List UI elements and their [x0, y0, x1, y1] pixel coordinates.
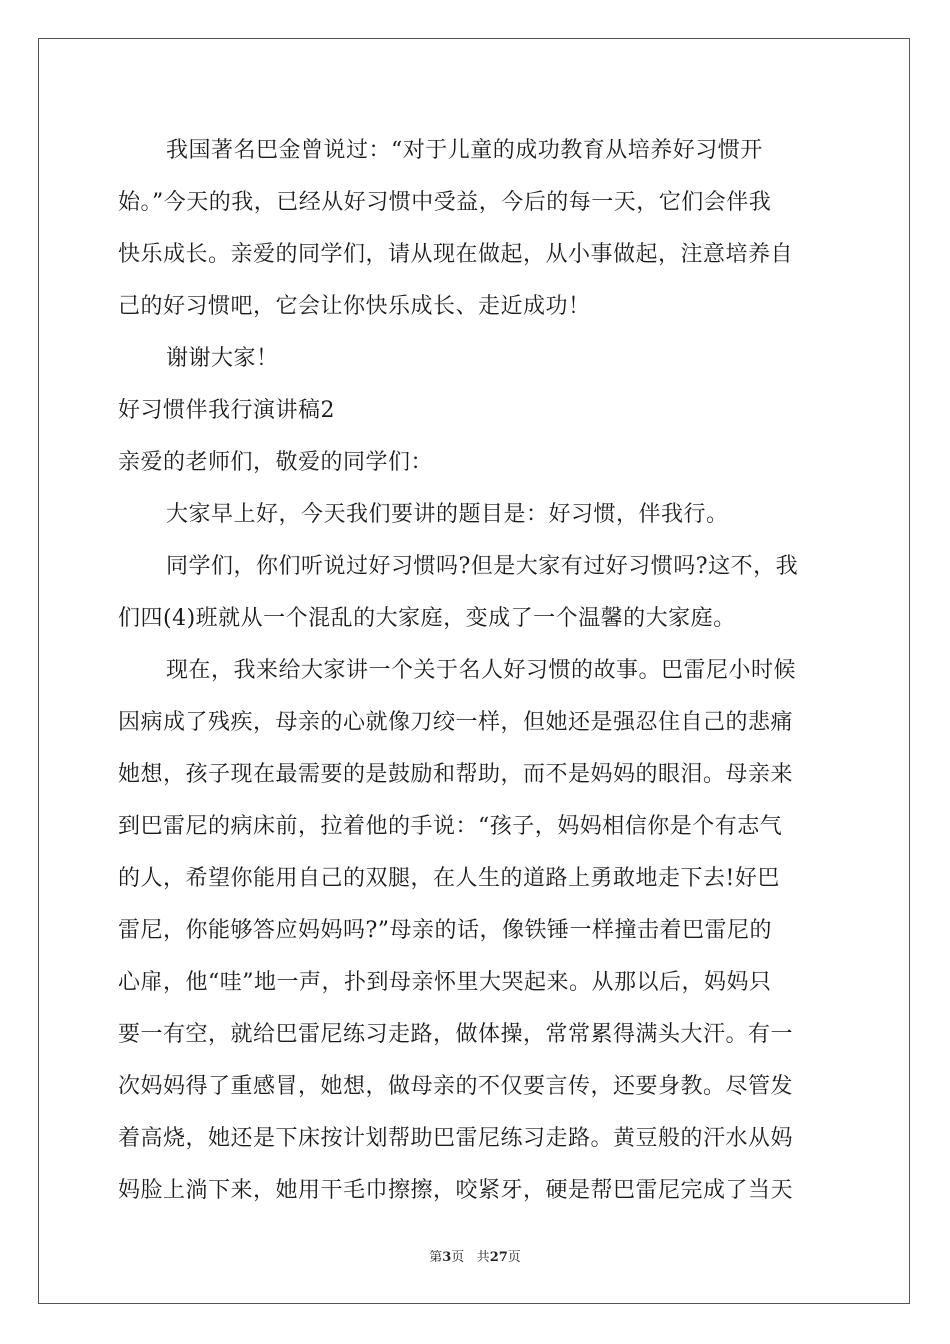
total-pages: 27 — [489, 1250, 508, 1265]
page-suffix: 页 — [451, 1250, 465, 1265]
text-line: 雷尼，你能够答应妈妈吗?”母亲的话，像铁锤一样撞击着巴雷尼的 — [118, 918, 773, 943]
text-line: 要一有空，就给巴雷尼练习走路，做体操，常常累得满头大汗。有一 — [118, 1022, 794, 1047]
text-line: 心扉，他“哇”地一声，扑到母亲怀里大哭起来。从那以后，妈妈只 — [118, 970, 772, 995]
text-line: 快乐成长。亲爱的同学们，请从现在做起，从小事做起，注意培养自 — [118, 242, 794, 267]
text-line: 她想，孩子现在最需要的是鼓励和帮助，而不是妈妈的眼泪。母亲来 — [118, 762, 794, 787]
page-footer — [0, 1250, 950, 1266]
text-line: 妈脸上淌下来，她用干毛巾擦擦，咬紧牙，硬是帮巴雷尼完成了当天 — [118, 1178, 794, 1203]
page-prefix: 第 — [429, 1250, 443, 1265]
page-number: 3 — [442, 1250, 452, 1265]
document-body — [118, 125, 834, 1217]
salutation: 亲爱的老师们，敬爱的同学们： — [118, 450, 434, 475]
text-line: 到巴雷尼的病床前，拉着他的手说：“孩子，妈妈相信你是个有志气 — [118, 814, 783, 839]
text-line: 始。”今天的我，已经从好习惯中受益，今后的每一天，它们会伴我 — [118, 190, 772, 215]
text-line: 的人，希望你能用自己的双腿，在人生的道路上勇敢地走下去!好巴 — [118, 866, 780, 891]
section-title: 好习惯伴我行演讲稿2 — [118, 398, 335, 423]
text-line: 同学们，你们听说过好习惯吗?但是大家有过好习惯吗?这不，我 — [166, 554, 799, 579]
text-line: 己的好习惯吧，它会让你快乐成长、走近成功！ — [118, 294, 591, 319]
text-line: 大家早上好，今天我们要讲的题目是：好习惯，伴我行。 — [166, 502, 729, 527]
text-line: 因病成了残疾，母亲的心就像刀绞一样，但她还是强忍住自己的悲痛 — [118, 710, 794, 735]
text-line: 着高烧，她还是下床按计划帮助巴雷尼练习走路。黄豆般的汗水从妈 — [118, 1126, 794, 1151]
total-prefix: 共 — [476, 1250, 490, 1265]
text-line: 我国著名巴金曾说过：“对于儿童的成功教育从培养好习惯开 — [166, 138, 763, 163]
text-line: 次妈妈得了重感冒，她想，做母亲的不仅要言传，还要身教。尽管发 — [118, 1074, 794, 1099]
text-line: 谢谢大家！ — [166, 346, 279, 371]
total-suffix: 页 — [507, 1250, 521, 1265]
text-line: 现在，我来给大家讲一个关于名人好习惯的故事。巴雷尼小时候 — [166, 658, 797, 683]
text-line: 们四(4)班就从一个混乱的大家庭，变成了一个温馨的大家庭。 — [118, 606, 736, 631]
